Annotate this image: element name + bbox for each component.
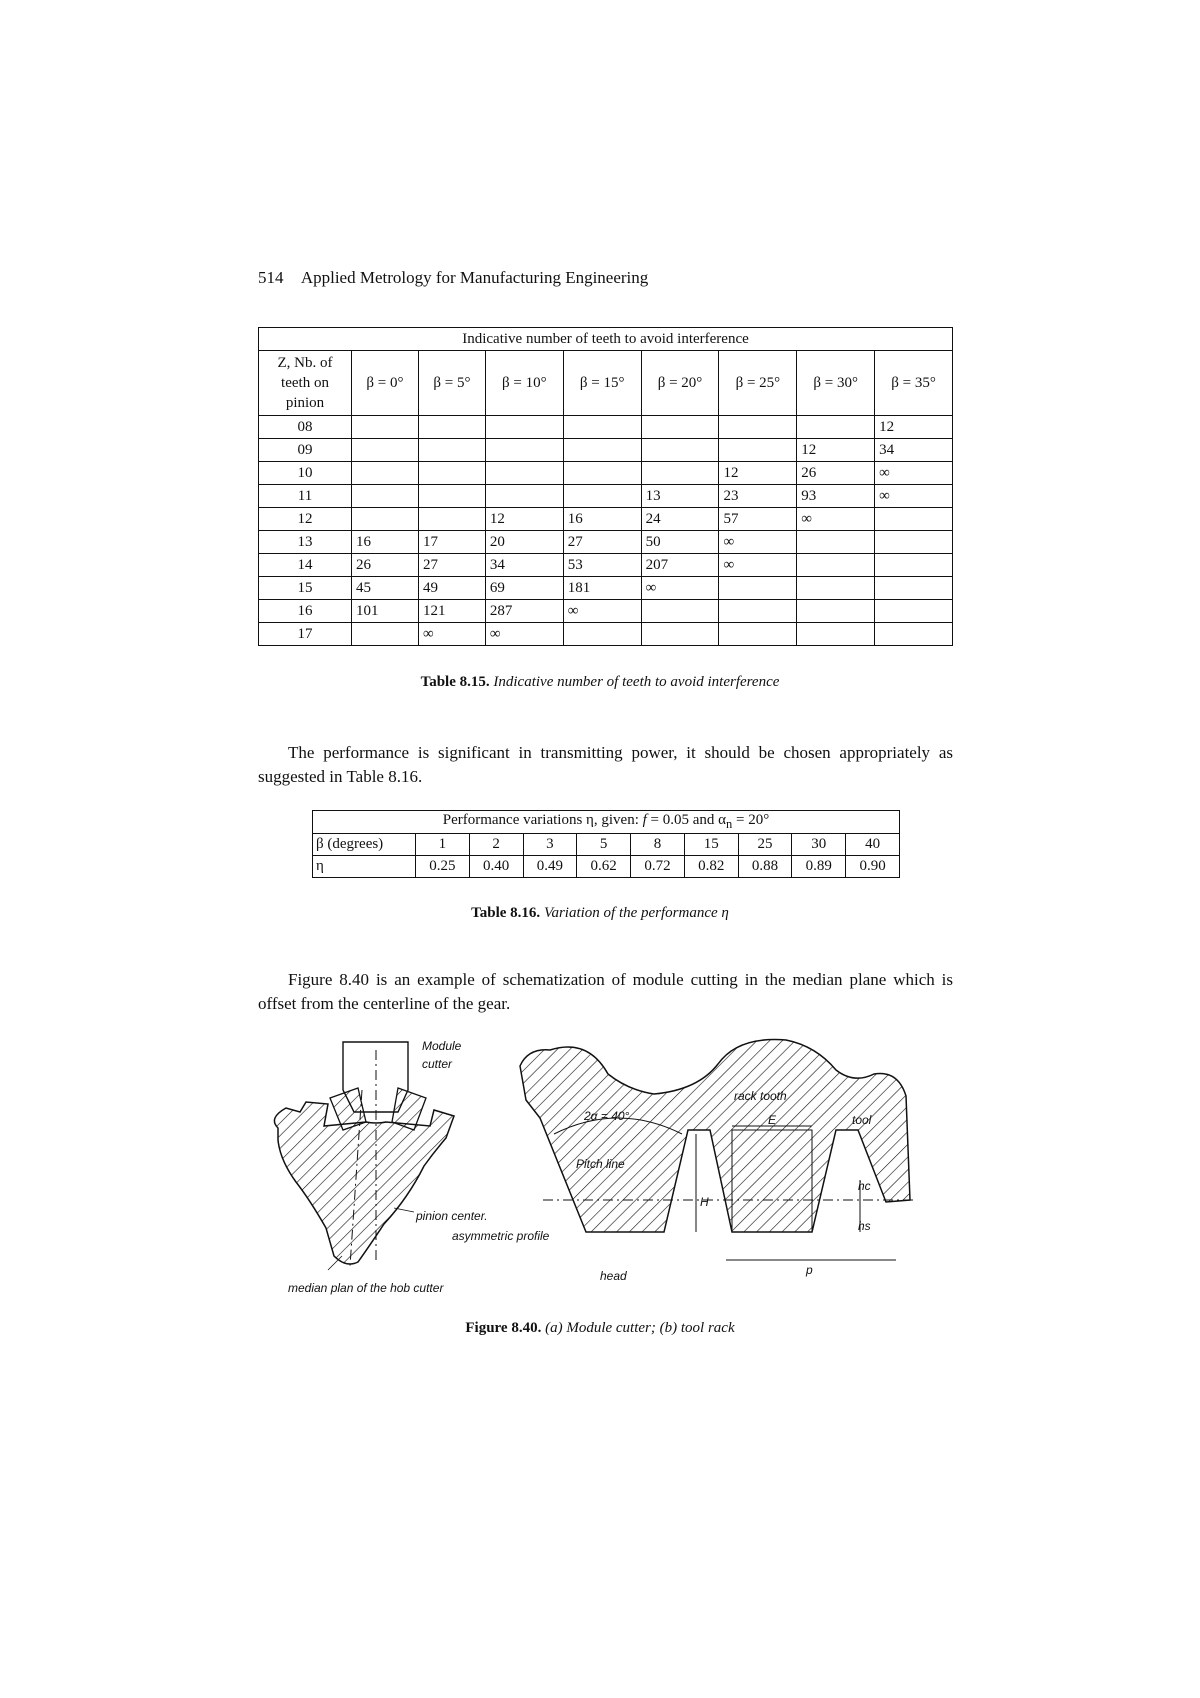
running-header xyxy=(258,268,648,288)
table-cell xyxy=(352,623,419,646)
label-cutter: cutter xyxy=(422,1057,453,1071)
caption-label: Figure 8.40. xyxy=(465,1320,542,1336)
table-cell xyxy=(352,485,419,508)
table-cell xyxy=(875,577,953,600)
table-title: Indicative number of teeth to avoid interference xyxy=(259,328,953,351)
paragraph-1 xyxy=(258,741,953,789)
label-head: head xyxy=(600,1269,627,1283)
table-title xyxy=(313,811,900,834)
table-cell xyxy=(485,416,563,439)
table-cell xyxy=(719,577,797,600)
table-cell: 0.40 xyxy=(469,856,523,878)
table-cell xyxy=(875,508,953,531)
table-cell: 12 xyxy=(485,508,563,531)
label-p: p xyxy=(806,1263,813,1277)
table-cell xyxy=(797,416,875,439)
eta-label: η xyxy=(313,856,416,878)
title-prefix: Performance variations η, given: xyxy=(442,812,643,828)
table-cell: 101 xyxy=(352,600,419,623)
table-cell xyxy=(875,600,953,623)
row-z-cell: 17 xyxy=(259,623,352,646)
table-cell: 0.72 xyxy=(631,856,685,878)
table-cell: 53 xyxy=(563,554,641,577)
caption-text: Variation of the performance η xyxy=(543,905,729,921)
table-cell: 0.49 xyxy=(523,856,577,878)
table-cell: 0.62 xyxy=(577,856,631,878)
label-angle: 2α = 40° xyxy=(584,1109,630,1123)
table-cell xyxy=(418,462,485,485)
table-cell: 24 xyxy=(641,508,719,531)
table-cell xyxy=(719,416,797,439)
paragraph-2 xyxy=(258,968,953,1016)
table-row xyxy=(259,554,953,577)
table-cell: 2 xyxy=(469,834,523,856)
table-row xyxy=(259,485,953,508)
table-cell xyxy=(719,600,797,623)
table-cell: 34 xyxy=(485,554,563,577)
title-f: f xyxy=(642,812,647,828)
label-e: E xyxy=(768,1113,777,1127)
table-cell: 0.88 xyxy=(738,856,792,878)
table-cell: 12 xyxy=(875,416,953,439)
book-title: Applied Metrology for Manufacturing Engineering xyxy=(300,268,649,287)
table-8-16-caption xyxy=(0,905,1200,922)
table-cell xyxy=(563,623,641,646)
table-cell: 8 xyxy=(631,834,685,856)
table-cell: 45 xyxy=(352,577,419,600)
table-cell: ∞ xyxy=(485,623,563,646)
col-header-beta: β = 5° xyxy=(418,351,485,416)
table-row xyxy=(259,531,953,554)
col-header-beta: β = 15° xyxy=(563,351,641,416)
row-z-cell: 16 xyxy=(259,600,352,623)
table-cell: ∞ xyxy=(719,531,797,554)
table-cell: 16 xyxy=(352,531,419,554)
table-cell xyxy=(875,531,953,554)
table-cell xyxy=(563,416,641,439)
table-cell: 0.82 xyxy=(684,856,738,878)
table-cell xyxy=(719,439,797,462)
table-cell xyxy=(485,485,563,508)
table-cell: 20 xyxy=(485,531,563,554)
table-cell xyxy=(641,462,719,485)
table-cell: 57 xyxy=(719,508,797,531)
table-cell xyxy=(563,439,641,462)
table-cell: 15 xyxy=(684,834,738,856)
label-hc: hc xyxy=(858,1179,871,1193)
table-cell xyxy=(418,508,485,531)
tool-rack-drawing xyxy=(520,1040,913,1284)
table-cell: ∞ xyxy=(641,577,719,600)
table-cell: 23 xyxy=(719,485,797,508)
col-header-beta: β = 0° xyxy=(352,351,419,416)
table-cell xyxy=(418,416,485,439)
label-module: Module xyxy=(422,1039,462,1053)
table-8-15 xyxy=(258,327,953,646)
title-sub: n xyxy=(726,817,733,831)
row-z-cell: 08 xyxy=(259,416,352,439)
table-cell: 26 xyxy=(797,462,875,485)
table-cell: ∞ xyxy=(418,623,485,646)
table-cell: 3 xyxy=(523,834,577,856)
rack-body xyxy=(520,1040,910,1233)
beta-row xyxy=(313,834,900,856)
table-cell: 40 xyxy=(846,834,900,856)
label-pinion-center: pinion center. xyxy=(416,1209,488,1223)
table-cell: 17 xyxy=(418,531,485,554)
table-cell: 0.89 xyxy=(792,856,846,878)
table-cell xyxy=(797,600,875,623)
table-cell: 5 xyxy=(577,834,631,856)
table-cell: ∞ xyxy=(875,485,953,508)
eta-row xyxy=(313,856,900,878)
table-cell: ∞ xyxy=(797,508,875,531)
col-header-z: Z, Nb. of teeth on pinion xyxy=(259,351,352,416)
table-cell xyxy=(352,508,419,531)
table-cell: 26 xyxy=(352,554,419,577)
row-z-cell: 11 xyxy=(259,485,352,508)
table-cell: ∞ xyxy=(875,462,953,485)
table-cell: 207 xyxy=(641,554,719,577)
table-cell xyxy=(352,416,419,439)
col-header-beta: β = 20° xyxy=(641,351,719,416)
pinion-gear-body xyxy=(274,1102,454,1264)
table-cell: 34 xyxy=(875,439,953,462)
table-cell: 93 xyxy=(797,485,875,508)
figure-8-40 xyxy=(258,1030,948,1310)
table-row xyxy=(259,623,953,646)
table-header-row xyxy=(259,351,953,416)
table-cell xyxy=(875,554,953,577)
label-asymmetric-profile: asymmetric profile xyxy=(452,1229,550,1243)
table-cell: ∞ xyxy=(563,600,641,623)
table-cell xyxy=(485,439,563,462)
table-cell: 12 xyxy=(719,462,797,485)
table-cell: 30 xyxy=(792,834,846,856)
label-h: H xyxy=(700,1195,709,1209)
table-row xyxy=(259,462,953,485)
table-cell: 0.25 xyxy=(416,856,470,878)
title-mid: = 0.05 and α xyxy=(646,812,727,828)
table-row xyxy=(259,508,953,531)
label-rack-tooth: rack tooth xyxy=(734,1089,787,1103)
page-number: 514 xyxy=(258,268,284,287)
row-z-cell: 14 xyxy=(259,554,352,577)
table-body xyxy=(259,416,953,646)
table-cell xyxy=(797,623,875,646)
table-cell xyxy=(641,439,719,462)
caption-label: Table 8.16. xyxy=(471,905,541,921)
table-cell xyxy=(418,485,485,508)
median-plan-leader xyxy=(328,1256,342,1270)
table-cell xyxy=(797,531,875,554)
caption-label: Table 8.15. xyxy=(420,674,490,690)
table-cell xyxy=(352,462,419,485)
table-row xyxy=(259,439,953,462)
table-cell xyxy=(563,462,641,485)
table-row xyxy=(259,416,953,439)
table-cell xyxy=(641,416,719,439)
row-z-cell: 13 xyxy=(259,531,352,554)
table-cell: 12 xyxy=(797,439,875,462)
table-cell xyxy=(485,462,563,485)
pinion-center-leader xyxy=(394,1208,414,1212)
label-median-plan: median plan of the hob cutter xyxy=(288,1281,444,1295)
table-cell: 0.90 xyxy=(846,856,900,878)
table-cell: 16 xyxy=(563,508,641,531)
module-cutter-drawing xyxy=(274,1039,549,1295)
col-header-beta: β = 25° xyxy=(719,351,797,416)
caption-text: Indicative number of teeth to avoid interference xyxy=(493,674,780,690)
col-header-beta: β = 35° xyxy=(875,351,953,416)
table-cell: 181 xyxy=(563,577,641,600)
label-hs: hs xyxy=(858,1219,871,1233)
table-row xyxy=(259,600,953,623)
table-8-15-caption xyxy=(0,674,1200,691)
paragraph-2-text: Figure 8.40 is an example of schematization of module cutting in the median plane which is offset from the centerline of the gear. xyxy=(258,970,953,1013)
table-cell xyxy=(563,485,641,508)
row-z-cell: 15 xyxy=(259,577,352,600)
table-cell: 1 xyxy=(416,834,470,856)
figure-8-40-caption xyxy=(0,1320,1200,1337)
table-cell xyxy=(352,439,419,462)
table-cell: 27 xyxy=(563,531,641,554)
table-cell: ∞ xyxy=(719,554,797,577)
table-cell: 13 xyxy=(641,485,719,508)
table-cell: 50 xyxy=(641,531,719,554)
paragraph-1-text: The performance is significant in transmitting power, it should be chosen appropriately as suggested in Table 8.16. xyxy=(258,743,953,786)
col-header-beta: β = 30° xyxy=(797,351,875,416)
table-cell xyxy=(719,623,797,646)
table-cell xyxy=(875,623,953,646)
table-cell xyxy=(641,623,719,646)
table-cell xyxy=(418,439,485,462)
col-header-beta: β = 10° xyxy=(485,351,563,416)
row-z-cell: 12 xyxy=(259,508,352,531)
label-tool: tool xyxy=(852,1113,872,1127)
title-suffix: = 20° xyxy=(732,812,770,828)
table-cell xyxy=(797,554,875,577)
table-8-16 xyxy=(312,810,900,878)
table-cell: 49 xyxy=(418,577,485,600)
label-pitch-line: Pitch line xyxy=(576,1157,625,1171)
row-z-cell: 10 xyxy=(259,462,352,485)
table-cell: 69 xyxy=(485,577,563,600)
row-z-cell: 09 xyxy=(259,439,352,462)
table-cell: 121 xyxy=(418,600,485,623)
table-row xyxy=(259,577,953,600)
table-cell: 25 xyxy=(738,834,792,856)
table-cell xyxy=(797,577,875,600)
table-cell xyxy=(641,600,719,623)
table-cell: 287 xyxy=(485,600,563,623)
beta-label: β (degrees) xyxy=(313,834,416,856)
caption-text: (a) Module cutter; (b) tool rack xyxy=(545,1320,735,1336)
table-cell: 27 xyxy=(418,554,485,577)
